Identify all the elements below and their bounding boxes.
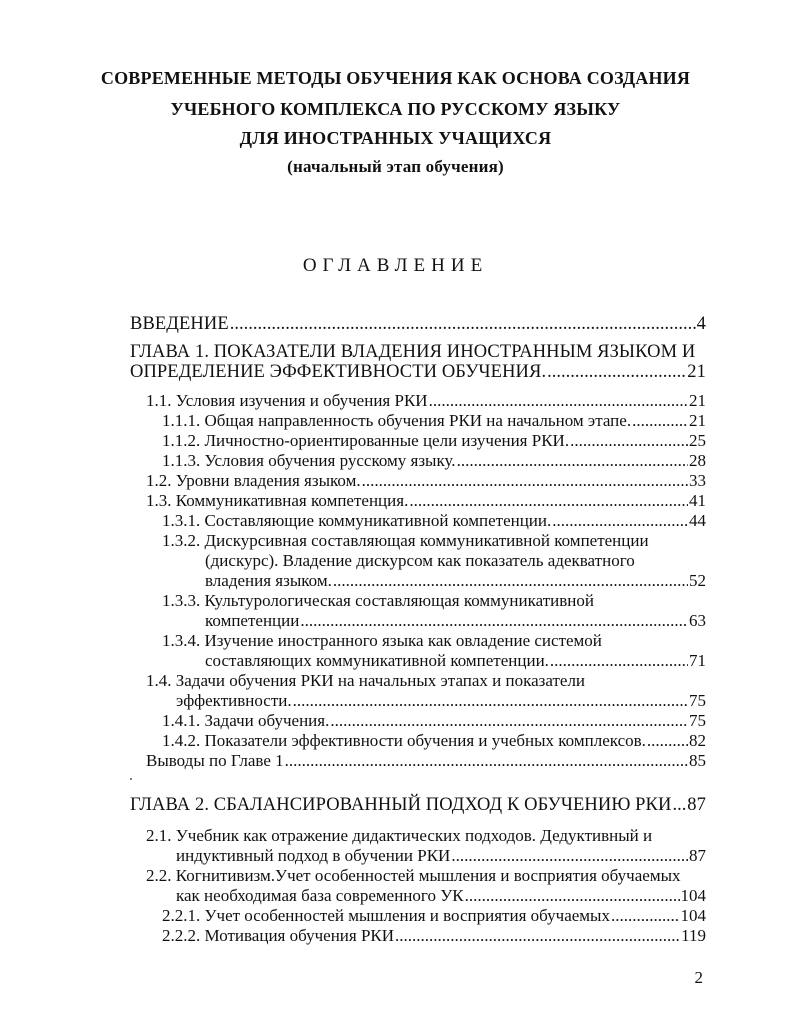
toc-entry-1-4-line-1[interactable] [146,671,706,691]
leader-dots [672,795,686,815]
toc-entry-label: 1.3.1. Составляющие коммуникативной компетенции. [162,511,552,530]
leader-dots [330,711,688,731]
leader-dots [451,846,688,866]
leader-dots [647,731,688,751]
toc-entry-page: 63 [689,611,706,630]
toc-entry-label: 1.1.2. Личностно-ориентированные цели изучения РКИ. [162,431,570,450]
toc-entry-label: (дискурс). Владение дискурсом как показатель адекватного [205,551,635,570]
leader-dots [611,906,680,926]
toc-entry-label: 1.1.3. Условия обучения русскому языку. [162,451,456,470]
toc-entry-1-4-1[interactable] [162,711,706,731]
toc-entry-1-2[interactable] [146,471,706,491]
leader-dots [230,314,696,334]
toc-entry-label: индуктивный подход в обучении РКИ [176,846,451,865]
toc-entry-1-1[interactable] [146,391,706,411]
toc-entry-2-2-line-1[interactable] [146,866,706,886]
toc-entry-2-1-line-1[interactable] [146,826,706,846]
toc-entry-1-3[interactable] [146,491,706,511]
toc-entry-label: Выводы по Главе 1 [146,751,284,770]
toc-entry-page: 21 [689,391,706,410]
toc-entry-page: 119 [681,926,706,945]
toc-entry-intro[interactable] [130,314,706,334]
toc-entry-1-3-2-line-2[interactable] [205,551,706,571]
toc-entry-1-3-4-line-1[interactable] [162,631,706,651]
toc-entry-conclusions-1[interactable] [146,751,706,771]
leader-dots [362,471,688,491]
toc-entry-page: 104 [680,886,706,905]
toc-entry-page: 25 [689,431,706,450]
scan-speck [130,778,132,780]
toc-entry-1-3-2[interactable] [205,571,706,591]
toc-entry-label: 1.3.3. Культурологическая составляющая коммуникативной [162,591,594,610]
leader-dots [395,926,680,946]
leader-dots [465,886,680,906]
toc-entry-label: 1.3.2. Дискурсивная составляющая коммуникативной компетенции [162,531,649,550]
leader-dots [552,511,688,531]
toc-entry-label: 1.1.1. Общая направленность обучения РКИ на начальном этапе. [162,411,632,430]
toc-entry-1-4-2[interactable] [162,731,706,751]
toc-entry-label: 2.2. Когнитивизм.Учет особенностей мышления и восприятия обучаемых [146,866,681,885]
toc-entry-1-3-3-line-1[interactable] [162,591,706,611]
leader-dots [429,391,688,411]
toc-entry-label: эффективности. [176,691,292,710]
toc-entry-label: 1.3. Коммуникативная компетенция. [146,491,409,510]
toc-entry-page: 82 [689,731,706,750]
toc-entry-label: 2.2.2. Мотивация обучения РКИ [162,926,395,945]
toc-entry-1-4[interactable] [176,691,706,711]
toc-entry-page: 4 [696,314,706,334]
leader-dots [550,651,688,671]
toc-entry-label: 1.2. Уровни владения языком. [146,471,361,490]
toc-entry-page: 75 [689,691,706,710]
toc-entry-page: 71 [689,651,706,670]
toc-entry-label: 1.4.1. Задачи обучения. [162,711,330,730]
toc-entry-label: 2.2.1. Учет особенностей мышления и восприятия обучаемых [162,906,610,925]
toc-entry-page: 28 [689,451,706,470]
toc-entry-label: как необходимая база современного УК [176,886,464,905]
toc-entry-label: ГЛАВА 1. ПОКАЗАТЕЛИ ВЛАДЕНИЯ ИНОСТРАННЫМ ЯЗЫКОМ И [130,342,696,362]
leader-dots [409,491,688,511]
subtitle: (начальный этап обучения) [287,157,504,176]
toc-entry-page: 87 [687,795,706,815]
toc-entry-2-2-1[interactable] [162,906,706,926]
toc-entry-1-3-2-line-1[interactable] [162,531,706,551]
toc-entry-1-3-3[interactable] [205,611,706,631]
leader-dots [300,611,688,631]
toc-entry-label: ГЛАВА 2. СБАЛАНСИРОВАННЫЙ ПОДХОД К ОБУЧЕНИЮ РКИ [130,795,672,815]
toc-entry-page: 104 [680,906,706,925]
title-line-2: УЧЕБНОГО КОМПЛЕКСА ПО РУССКОМУ ЯЗЫКУ [170,99,621,119]
leader-dots [293,691,688,711]
title-line-3: ДЛЯ ИНОСТРАННЫХ УЧАЩИХСЯ [239,128,552,148]
toc-entry-page: 33 [689,471,706,490]
toc-entry-label: 1.4.2. Показатели эффективности обучения и учебных комплексов. [162,731,646,750]
leader-dots [632,411,688,431]
toc-entry-2-2[interactable] [176,886,706,906]
toc-entry-label: 1.3.4. Изучение иностранного языка как овладение системой [162,631,602,650]
toc-entry-page: 85 [689,751,706,770]
toc-entry-label: 1.4. Задачи обучения РКИ на начальных этапах и показатели [146,671,586,690]
toc-entry-1-3-1[interactable] [162,511,706,531]
toc-entry-1-1-2[interactable] [162,431,706,451]
toc-entry-1-1-3[interactable] [162,451,706,471]
toc-entry-page: 87 [689,846,706,865]
toc-entry-chapter-2[interactable] [130,795,706,815]
leader-dots [285,751,688,771]
toc-entry-page: 75 [689,711,706,730]
toc-entry-1-1-1[interactable] [162,411,706,431]
toc-entry-page: 21 [689,411,706,430]
toc-entry-label: 1.1. Условия изучения и обучения РКИ [146,391,428,410]
toc-entry-2-1[interactable] [176,846,706,866]
toc-entry-chapter-1[interactable] [130,362,706,382]
toc-entry-label: ОПРЕДЕЛЕНИЕ ЭФФЕКТИВНОСТИ ОБУЧЕНИЯ. [130,362,547,382]
toc-entry-chapter-1-line-1[interactable] [130,342,706,362]
toc-entry-page: 52 [689,571,706,590]
leader-dots [570,431,688,451]
leader-dots [457,451,688,471]
leader-dots [333,571,688,591]
toc-heading: ОГЛАВЛЕНИЕ [302,255,489,276]
toc-entry-label: владения языком. [205,571,332,590]
toc-entry-label: компетенции [205,611,300,630]
toc-entry-1-3-4[interactable] [205,651,706,671]
title-line-1: СОВРЕМЕННЫЕ МЕТОДЫ ОБУЧЕНИЯ КАК ОСНОВА СОЗДАНИЯ [100,68,691,88]
toc-entry-page: 44 [689,511,706,530]
toc-entry-2-2-2[interactable] [162,926,706,946]
toc-entry-label: составляющих коммуникативной компетенции. [205,651,549,670]
toc-entry-page: 21 [687,362,706,382]
leader-dots [547,362,686,382]
toc-entry-label: ВВЕДЕНИЕ [130,314,229,334]
toc-entry-page: 41 [689,491,706,510]
toc-entry-label: 2.1. Учебник как отражение дидактических подходов. Дедуктивный и [146,826,653,845]
page-number: 2 [694,968,703,987]
